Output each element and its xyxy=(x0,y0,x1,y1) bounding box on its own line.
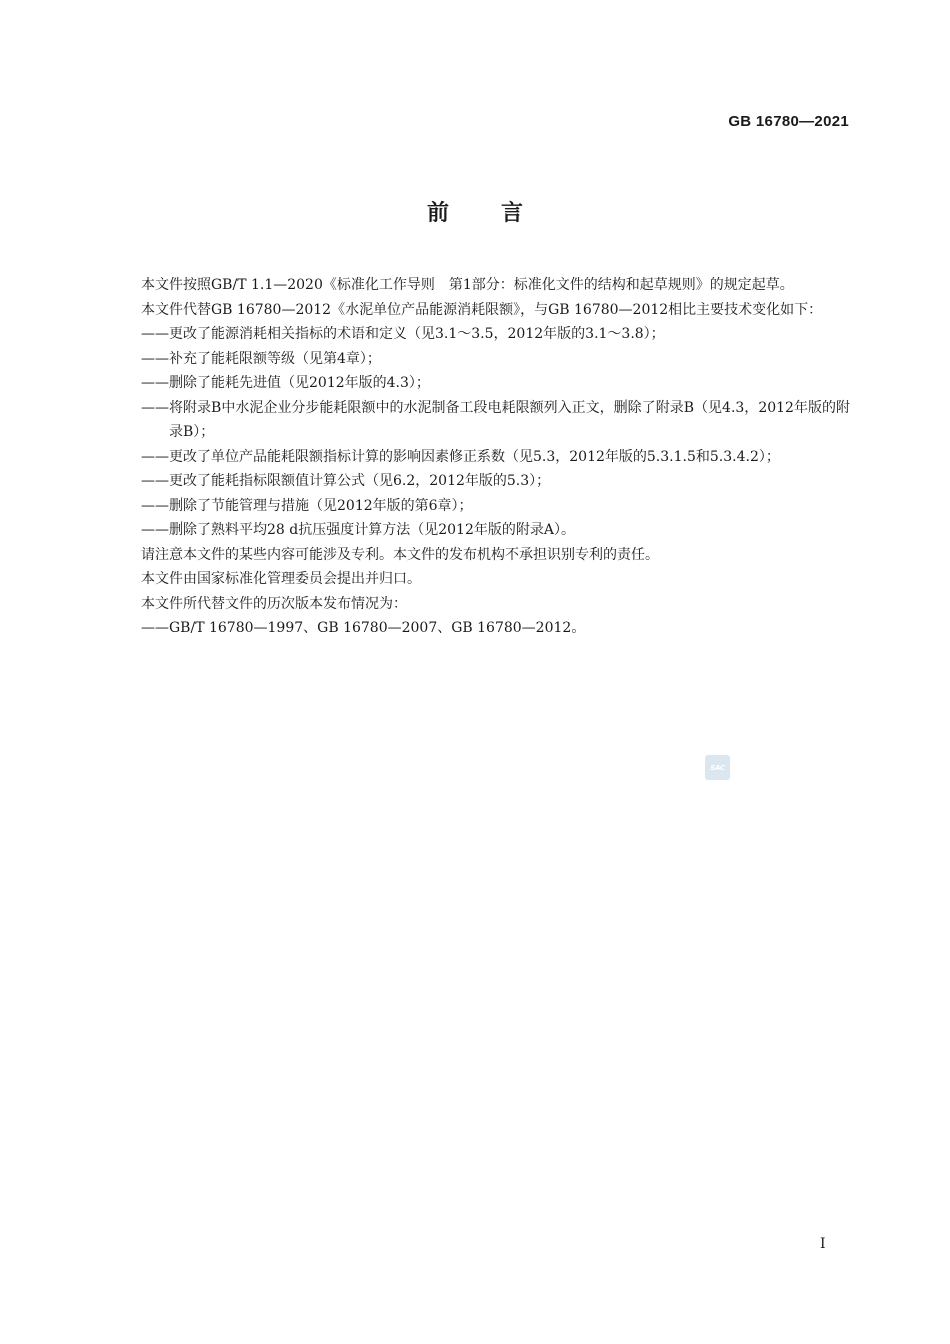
standard-number: GB 16780—2021 xyxy=(728,113,849,130)
change-item-text: 更改了单位产品能耗限额指标计算的影响因素修正系数（见5.3，2012年版的5.3.1.5和5.3.4.2）； xyxy=(169,448,780,465)
history-item xyxy=(113,616,850,641)
change-item xyxy=(113,371,850,396)
change-item-text: 更改了能源消耗相关指标的术语和定义（见3.1～3.5，2012年版的3.1～3.8）； xyxy=(169,326,665,342)
change-item-text: 删除了能耗先进值（见2012年版的4.3）； xyxy=(169,375,430,391)
change-item xyxy=(113,396,850,445)
page-number: I xyxy=(820,1236,826,1252)
document-body xyxy=(113,273,850,641)
list-dash: —— xyxy=(141,620,169,636)
change-item-text: 补充了能耗限额等级（见第4章）； xyxy=(169,350,381,367)
list-dash: —— xyxy=(141,473,169,489)
change-item xyxy=(113,469,850,494)
change-item-text: 删除了节能管理与措施（见2012年版的第6章）； xyxy=(169,497,473,514)
change-list xyxy=(113,322,850,543)
list-dash: —— xyxy=(141,399,169,416)
change-item xyxy=(113,445,850,470)
paragraph-history-intro: 本文件所代替文件的历次版本发布情况为： xyxy=(141,595,407,612)
history-item-text: GB/T 16780—1997、GB 16780—2007、GB 16780—2012。 xyxy=(169,620,586,636)
title-char-2: 言 xyxy=(501,201,524,226)
change-item xyxy=(113,347,850,372)
list-dash: —— xyxy=(141,350,169,367)
change-item xyxy=(113,494,850,519)
list-dash: —— xyxy=(141,522,169,538)
change-item xyxy=(113,322,850,347)
watermark-text: SAC xyxy=(710,763,725,772)
list-dash: —— xyxy=(141,326,169,342)
page-title xyxy=(0,196,950,227)
paragraph-proposer: 本文件由国家标准化管理委员会提出并归口。 xyxy=(141,571,421,587)
list-dash: —— xyxy=(141,497,169,514)
list-dash: —— xyxy=(141,375,169,391)
paragraph-patent-notice: 请注意本文件的某些内容可能涉及专利。本文件的发布机构不承担识别专利的责任。 xyxy=(141,546,659,563)
change-item-text: 删除了熟料平均28 d抗压强度计算方法（见2012年版的附录A）。 xyxy=(169,522,575,538)
list-dash: —— xyxy=(141,448,169,465)
sac-watermark-logo xyxy=(705,755,730,780)
change-item xyxy=(113,518,850,543)
title-char-1: 前 xyxy=(426,201,449,226)
paragraph-drafting-rules: 本文件按照GB/T 1.1—2020《标准化工作导则 第1部分：标准化文件的结构和起草规则》的规定起草。 xyxy=(141,277,794,293)
change-item-text: 将附录B中水泥企业分步能耗限额中的水泥制备工段电耗限额列入正文，删除了附录B（见4.3，2012年版的附录B）； xyxy=(169,399,850,440)
paragraph-replacement: 本文件代替GB 16780—2012《水泥单位产品能源消耗限额》，与GB 16780—2012相比主要技术变化如下： xyxy=(141,301,823,318)
change-item-text: 更改了能耗指标限额值计算公式（见6.2，2012年版的5.3）； xyxy=(169,473,551,489)
